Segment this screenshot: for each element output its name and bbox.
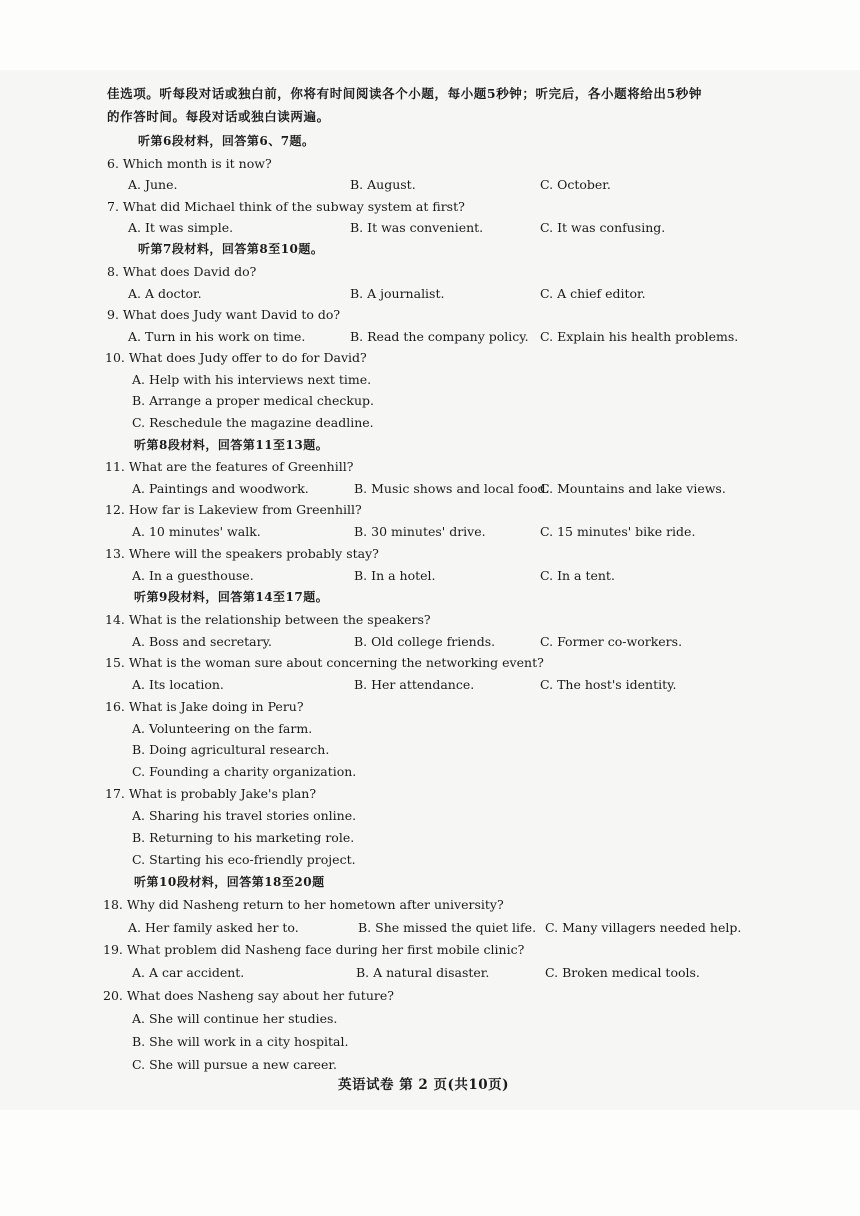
- question-19-option-a: A. A car accident.: [132, 965, 245, 980]
- intro-line-1: 佳选项。听每段对话或独白前，你将有时间阅读各个小题，每小题5秒钟；听完后，各小题将给出5秒钟: [107, 86, 702, 101]
- question-9-option-a: A. Turn in his work on time.: [128, 329, 306, 344]
- question-8-option-c: C. A chief editor.: [540, 286, 646, 301]
- page-footer: 英语试卷 第 2 页(共10页): [338, 1077, 510, 1093]
- section-heading: 听第10段材料，回答第18至20题: [134, 875, 325, 889]
- question-12-option-c: C. 15 minutes' bike ride.: [540, 524, 696, 539]
- question-7-stem: 7. What did Michael think of the subway system at first?: [107, 199, 465, 214]
- question-10-option-c: C. Reschedule the magazine deadline.: [132, 415, 374, 430]
- question-14-option-c: C. Former co-workers.: [540, 634, 683, 649]
- question-8-stem: 8. What does David do?: [107, 264, 257, 279]
- question-12-option-a: A. 10 minutes' walk.: [132, 524, 261, 539]
- question-11-option-a: A. Paintings and woodwork.: [132, 481, 309, 496]
- question-7-option-a: A. It was simple.: [128, 220, 234, 235]
- question-12-option-b: B. 30 minutes' drive.: [354, 524, 486, 539]
- question-20-option-a: A. She will continue her studies.: [132, 1011, 338, 1026]
- question-16-option-c: C. Founding a charity organization.: [132, 764, 357, 779]
- question-10-option-a: A. Help with his interviews next time.: [132, 372, 372, 387]
- section-heading: 听第7段材料，回答第8至10题。: [138, 242, 324, 256]
- section-heading: 听第8段材料，回答第11至13题。: [134, 438, 329, 452]
- question-18-stem: 18. Why did Nasheng return to her hometown after university?: [103, 897, 504, 912]
- question-19-option-b: B. A natural disaster.: [356, 965, 490, 980]
- question-20-option-b: B. She will work in a city hospital.: [132, 1034, 349, 1049]
- question-12-stem: 12. How far is Lakeview from Greenhill?: [105, 502, 362, 517]
- question-11-option-c: C. Mountains and lake views.: [540, 481, 726, 496]
- question-19-stem: 19. What problem did Nasheng face during her first mobile clinic?: [103, 942, 525, 957]
- question-11-option-b: B. Music shows and local food.: [354, 481, 550, 496]
- question-20-stem: 20. What does Nasheng say about her future?: [103, 988, 394, 1003]
- question-14-option-b: B. Old college friends.: [354, 634, 496, 649]
- question-13-option-c: C. In a tent.: [540, 568, 615, 583]
- question-9-option-c: C. Explain his health problems.: [540, 329, 739, 344]
- question-10-stem: 10. What does Judy offer to do for David?: [105, 350, 367, 365]
- question-6-option-b: B. August.: [350, 177, 416, 192]
- question-18-option-a: A. Her family asked her to.: [128, 920, 299, 935]
- question-13-stem: 13. Where will the speakers probably stay?: [105, 546, 379, 561]
- question-17-option-c: C. Starting his eco-friendly project.: [132, 852, 356, 867]
- question-17-option-b: B. Returning to his marketing role.: [132, 830, 355, 845]
- question-10-option-b: B. Arrange a proper medical checkup.: [132, 393, 374, 408]
- question-6-stem: 6. Which month is it now?: [107, 156, 272, 171]
- question-17-option-a: A. Sharing his travel stories online.: [132, 808, 357, 823]
- question-15-stem: 15. What is the woman sure about concerning the networking event?: [105, 655, 544, 670]
- question-20-option-c: C. She will pursue a new career.: [132, 1057, 337, 1072]
- question-9-stem: 9. What does Judy want David to do?: [107, 307, 341, 322]
- question-7-option-b: B. It was convenient.: [350, 220, 484, 235]
- question-9-option-b: B. Read the company policy.: [350, 329, 529, 344]
- question-14-stem: 14. What is the relationship between the speakers?: [105, 612, 431, 627]
- question-16-option-b: B. Doing agricultural research.: [132, 742, 330, 757]
- question-8-option-b: B. A journalist.: [350, 286, 445, 301]
- question-16-stem: 16. What is Jake doing in Peru?: [105, 699, 304, 714]
- question-16-option-a: A. Volunteering on the farm.: [132, 721, 313, 736]
- question-13-option-b: B. In a hotel.: [354, 568, 436, 583]
- question-15-option-c: C. The host's identity.: [540, 677, 677, 692]
- question-11-stem: 11. What are the features of Greenhill?: [105, 459, 354, 474]
- question-19-option-c: C. Broken medical tools.: [545, 965, 700, 980]
- question-7-option-c: C. It was confusing.: [540, 220, 666, 235]
- question-13-option-a: A. In a guesthouse.: [132, 568, 254, 583]
- question-18-option-b: B. She missed the quiet life.: [358, 920, 537, 935]
- section-heading: 听第9段材料，回答第14至17题。: [134, 590, 329, 604]
- section-heading: 听第6段材料，回答第6、7题。: [138, 134, 315, 148]
- question-14-option-a: A. Boss and secretary.: [132, 634, 272, 649]
- question-17-stem: 17. What is probably Jake's plan?: [105, 786, 317, 801]
- question-15-option-a: A. Its location.: [132, 677, 224, 692]
- intro-line-2: 的作答时间。每段对话或独白读两遍。: [107, 109, 330, 124]
- question-6-option-a: A. June.: [128, 177, 178, 192]
- question-8-option-a: A. A doctor.: [128, 286, 202, 301]
- question-6-option-c: C. October.: [540, 177, 611, 192]
- question-15-option-b: B. Her attendance.: [354, 677, 475, 692]
- question-18-option-c: C. Many villagers needed help.: [545, 920, 742, 935]
